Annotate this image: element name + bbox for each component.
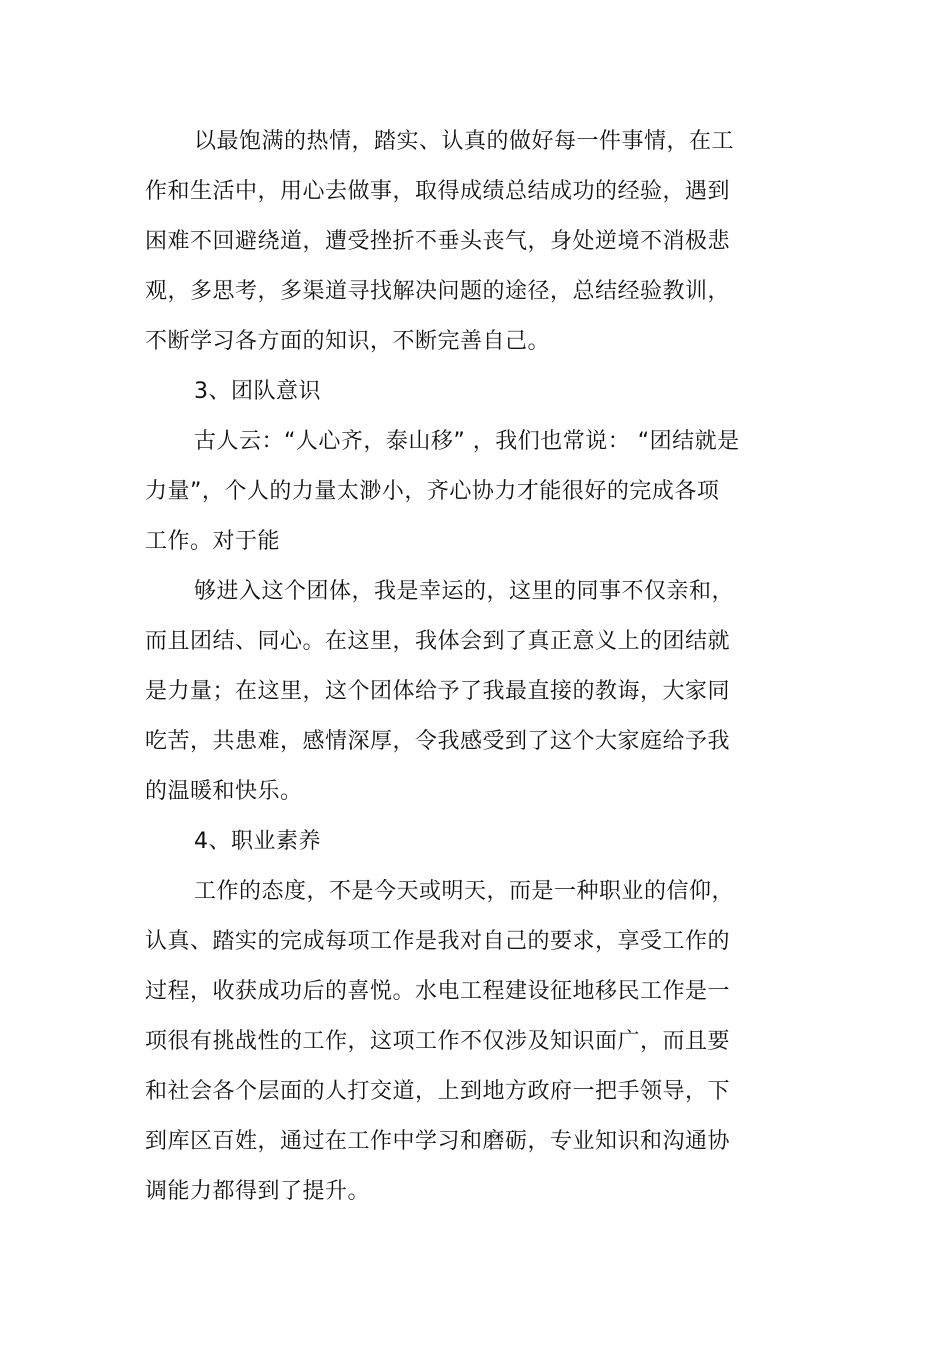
paragraph-4-line-5: 和社会各个层面的人打交道，上到地方政府一把手领导，下 <box>145 1079 731 1104</box>
paragraph-4-line-6: 到库区百姓，通过在工作中学习和磨砺，专业知识和沟通协 <box>145 1129 731 1154</box>
paragraph-3-line-2: 而且团结、同心。在这里，我体会到了真正意义上的团结就 <box>145 629 731 654</box>
section-heading-team-awareness: 3、团队意识 <box>194 379 321 404</box>
paragraph-4-line-1: 工作的态度，不是今天或明天，而是一种职业的信仰， <box>194 879 735 904</box>
paragraph-3-line-1: 够进入这个团体，我是幸运的，这里的同事不仅亲和， <box>194 579 735 604</box>
section-heading-professionalism: 4、职业素养 <box>194 829 321 854</box>
paragraph-2-line-3: 工作。对于能 <box>145 529 281 554</box>
paragraph-1-line-3: 困难不回避绕道，遭受挫折不垂头丧气，身处逆境不消极悲 <box>145 229 731 254</box>
paragraph-4-line-4: 项很有挑战性的工作，这项工作不仅涉及知识面广，而且要 <box>145 1029 731 1054</box>
paragraph-3-line-3: 是力量；在这里，这个团体给予了我最直接的教诲，大家同 <box>145 679 731 704</box>
paragraph-1-line-2: 作和生活中，用心去做事，取得成绩总结成功的经验，遇到 <box>145 179 731 204</box>
paragraph-4-line-7: 调能力都得到了提升。 <box>145 1179 371 1204</box>
paragraph-2-line-2: 力量”，个人的力量太渺小，齐心协力才能很好的完成各项 <box>145 479 720 504</box>
paragraph-4-line-3: 过程，收获成功后的喜悦。水电工程建设征地移民工作是一 <box>145 979 731 1004</box>
paragraph-2-line-1: 古人云：“人心齐，泰山移” ，我们也常说： “团结就是 <box>194 429 740 454</box>
paragraph-1-line-4: 观，多思考，多渠道寻找解决问题的途径，总结经验教训， <box>145 279 731 304</box>
paragraph-1-line-5: 不断学习各方面的知识，不断完善自己。 <box>145 329 551 354</box>
paragraph-4-line-2: 认真、踏实的完成每项工作是我对自己的要求，享受工作的 <box>145 929 731 954</box>
paragraph-3-line-5: 的温暖和快乐。 <box>145 779 303 804</box>
paragraph-3-line-4: 吃苦，共患难，感情深厚，令我感受到了这个大家庭给予我 <box>145 729 731 754</box>
paragraph-1-line-1: 以最饱满的热情，踏实、认真的做好每一件事情，在工 <box>194 129 735 154</box>
